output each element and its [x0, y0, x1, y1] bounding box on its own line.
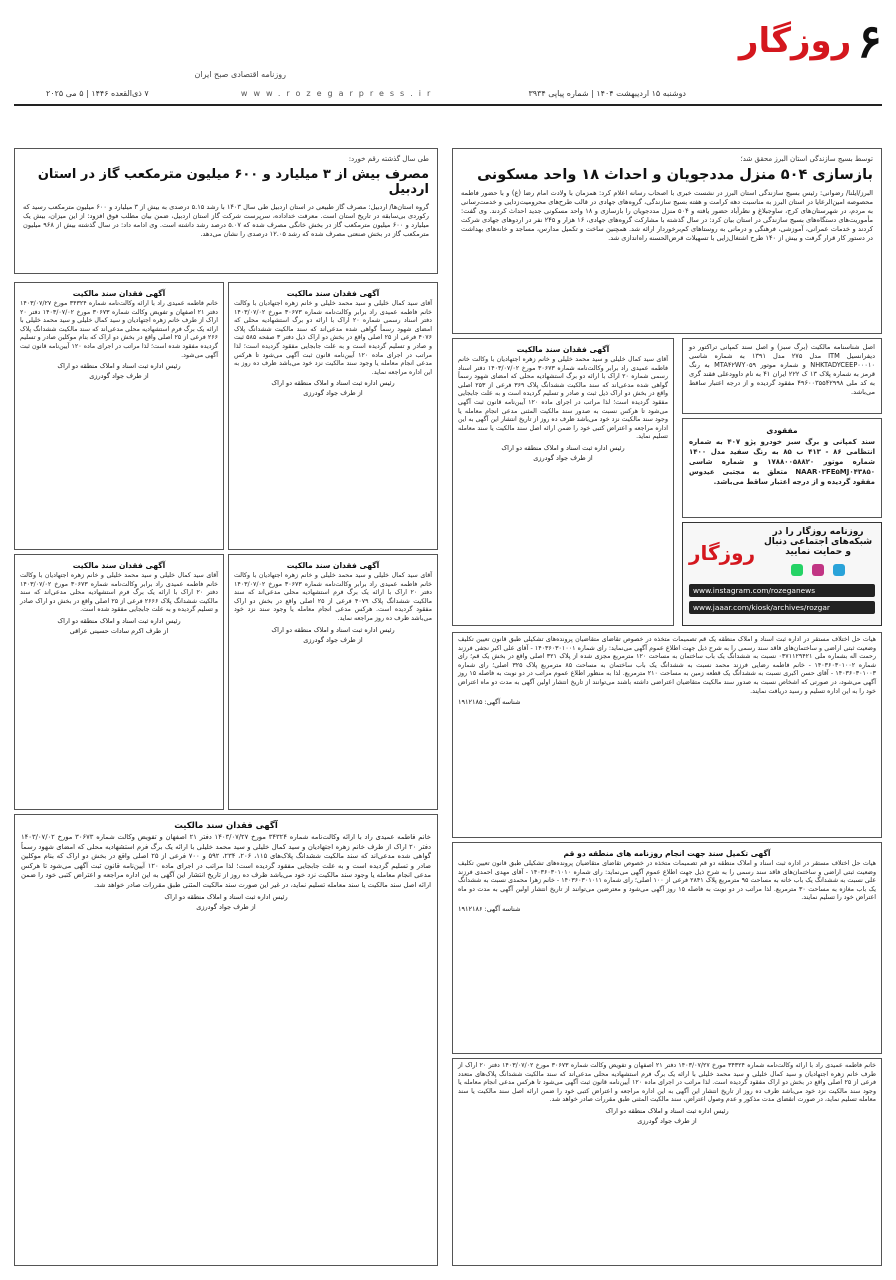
notice-title: آگهی فقدان سند مالکیت	[174, 821, 278, 831]
promo-title: روزنامه روزگار را در شبکه‌های اجتماعی دنبال و حمایت نمایید	[764, 527, 873, 557]
notice-signature-2: از طرف جواد گودرزی	[196, 902, 256, 911]
notice-signature: رئیس اداره ثبت اسناد و املاک منطقه دو اراک	[605, 1106, 729, 1115]
notice-signature: رئیس اداره ثبت اسناد و املاک منطقه دو اراک	[57, 616, 181, 625]
notice-body: آقای سید کمال خلیلی و سید محمد خلیلی و خانم زهره اجتهادیان با وکالت خانم فاطمه عمیدی راد برابر وکالت‌نامه شماره ۳۰۶۷۳ مورخ ۱۴۰۳/۰۷/۰۲ دفتر ۲۰ اراک با ارائه یک برگ فرم استشهادیه محلی مدعی‌اند که سند مالکیت ششدانگ پلاک ۴۰۷۹ فرعی از ۲۵ اصلی واقع در بخش دو اراک مفقود گردیده است. هرکس مدعی انجام معامله یا وجود سند نزد خود می‌باشد ظرف ده روز مراجعه نماید.	[234, 572, 432, 622]
kiosk-link[interactable]: www.jaaar.com/kiosk/archives/rozgar	[689, 601, 875, 614]
notice-body: آقای سید کمال خلیلی و سید محمد خلیلی و خانم زهره اجتهادیان با وکالت خانم فاطمه عمیدی راد برابر وکالت‌نامه شماره ۳۰۶۷۳ مورخ ۱۴۰۳/۰۷/۰۲ دفتر اسناد رسمی شماره ۲۰ اراک با ارائه دو برگ استشهادیه محلی که امضای شهود رسماً گواهی شده مدعی‌اند که سند مالکیت ششدانگ پلاک ۴۰۷۶ فرعی از ۲۵ اصلی واقع در بخش دو اراک ذیل دفتر ۳ صفحه ۵۸۵ ثبت و صادر و تسلیم گردیده است و به علت جابجایی مفقود گردیده است؛ لذا مراتب در اجرای ماده ۱۲۰ آیین‌نامه قانون ثبت آگهی می‌شود تا هرکس مدعی انجام معامله یا وجود سند مالکیت نزد خود می‌باشد ظرف ده روز به این اداره مراجعه نماید.	[234, 300, 432, 376]
notice-body: خانم فاطمه عمیدی راد با ارائه وکالت‌نامه شماره ۳۴۳۲۴ مورخ ۱۴۰۳/۰۷/۲۷ دفتر ۲۱ اصفهان و تفویض وکالت شماره ۳۰۶۷۳ مورخ ۱۴۰۳/۰۷/۰۲ دفتر ۲۰ اراک از طرف خانم زهره اجتهادیان و سید کمال خلیلی و سید محمد خلیلی با ارائه یک برگ فرم استشهادیه محلی مدعی‌اند که سند مالکیت ششدانگ پلاک ۲۶۶ فرعی از ۲۵ اصلی واقع در بخش دو اراک که بنام موکلین صادر و تسلیم گردیده مفقود شده است؛ لذا مراتب در اجرای ماده ۱۲۰ آیین‌نامه قانون ثبت آگهی می‌شود.	[20, 300, 218, 359]
notice-box-large	[14, 814, 438, 1266]
notice-signature: رئیس اداره ثبت اسناد و املاک منطقه دو اراک	[271, 625, 395, 634]
notice-signature: رئیس اداره ثبت اسناد و املاک منطقه دو اراک	[164, 892, 288, 901]
notice-signature: شناسه آگهی: ۱۹۱۲۱۸۵	[458, 698, 521, 707]
notice-signature: شناسه آگهی: ۱۹۱۲۱۸۶	[458, 904, 521, 913]
notice-signature-2: از طرف اکرم سادات حسینی عراقی	[69, 626, 169, 635]
notice-signature-2: از طرف جواد گودرزی	[303, 635, 363, 644]
notice-box	[228, 282, 438, 550]
notice-signature-2: از طرف جواد گودرزی	[637, 1116, 697, 1125]
notice-box	[228, 554, 438, 810]
notice-body: آقای سید کمال خلیلی و سید محمد خلیلی و خانم زهره اجتهادیان با وکالت خانم فاطمه عمیدی راد برابر وکالت‌نامه شماره ۳۰۶۷۳ مورخ ۱۴۰۳/۰۷/۰۲ دفتر ۲۰ اراک با ارائه یک برگ فرم استشهادیه محلی مدعی‌اند که سند مالکیت ششدانگ پلاک ۲۶۶۶ فرعی از ۲۵ اصلی واقع در بخش دو اراک صادر و تسلیم گردیده و به علت جابجایی مفقود شده است.	[20, 572, 218, 614]
notice-title: مفقودی	[766, 426, 798, 435]
notice-box	[14, 554, 224, 810]
notice-title: آگهی فقدان سند مالکیت	[72, 289, 166, 298]
notice-signature: رئیس اداره ثبت اسناد و املاک منطقه دو اراک	[501, 443, 625, 452]
notice-box-wide	[452, 1058, 882, 1266]
instagram-link[interactable]: www.instagram.com/rozeganews	[689, 584, 875, 597]
lead-left-kicker: طی سال گذشته رقم خورد:	[348, 155, 429, 163]
issue-date: دوشنبه ۱۵ اردیبهشت ۱۴۰۴ | شماره پیاپی ۳۹۳۴	[528, 88, 686, 98]
website-link[interactable]: www.rozegarpress.ir	[240, 88, 437, 98]
lead-left-body: گروه استان‌ها/ اردبیل: مصرف گاز طبیعی در استان اردبیل طی سال ۱۴۰۳ با رشد ۵.۱۵ درصدی به بیش از ۳ میلیارد و ۶۰۰ میلیون مترمکعب رسید که رکوردی بی‌سابقه در تاریخ استان است. معرفت خداداده، سرپرست شرکت گاز استان اردبیل، ضمن بیان مطلب فوق افزود: از این میزان، بیش یک میلیارد و ۶۰۰ میلیون مترمکعب گاز در بخش خانگی مصرف شده که ۵.۰۷ درصد رشد داشته است. وی ادامه داد: در سال گذشته بیش از ۹۶۸ میلیون مترمکعب گاز در بخش صنعتی مصرف شده که رشد ۱۲.۰۵ درصدی را نشان می‌دهد.	[23, 203, 429, 238]
notice-body: هیات حل اختلاف مستقر در اداره ثبت اسناد و املاک منطقه دو قم تصمیمات متخذه در خصوص تقاضای متقاضیان پرونده‌های تشکیلی طبق قانون تعیین تکلیف وضعیت ثبتی اراضی و ساختمان‌های فاقد سند رسمی را به شرح ذیل جهت اطلاع عموم آگهی می‌نماید: رای شماره ۱۴۰۳۶۰۳۰۱۰۱۰ - آقای مهدی احمدی فرزند علی نسبت به ششدانگ یک باب خانه به مساحت ۹۵ مترمربع پلاک ۲۸۴۱ فرعی از ۱۰۰ اصلی؛ رای شماره ۱۴۰۳۶۰۳۰۱۰۱۱ - خانم زهرا محمدی نسبت به ششدانگ یک باب مغازه به مساحت ۳۰ مترمربع. لذا مراتب در دو نوبت به فاصله ۱۵ روز آگهی می‌شود و معترضین می‌توانند از تاریخ انتشار اولین آگهی به مدت دو ماه اعتراض خود را تسلیم نمایند.	[458, 860, 876, 902]
notice-title: آگهی تکمیل سند جهت انجام روزنامه های منطقه دو قم	[563, 849, 771, 858]
promo-logo: روزگار	[689, 540, 756, 565]
notice-signature-2: از طرف جواد گودرزی	[533, 453, 593, 462]
tagline: روزنامه اقتصادی صبح ایران	[194, 70, 286, 79]
notice-box-wide	[452, 632, 882, 838]
notice-body: اصل شناسنامه مالکیت (برگ سبز) و اصل سند کمپانی تراکتور دو دیفرانسیل ITM مدل ۲۷۵ مدل ۱۳۹۱ به شماره شاسی NHKTADYCEEP۰۰۰۱۰ و شماره موتور MTA۴۲WY۰۵۹ به رنگ قرمز به شماره پلاک ۱۳ ک ۲۲۲ ایران ۴۱ به نام داوودعلی فقند گری به کد ملی ۴۹۶۰۰۳۵۵۴۲۹۹۸ مفقود گردیده و از درجه اعتبار ساقط می‌باشد.	[689, 343, 876, 396]
notice-signature-2: از طرف جواد گودرزی	[303, 389, 363, 398]
notice-body: سند کمپانی و برگ سبز خودرو پژو ۴۰۷ به شماره انتظامی ۸۶ - ۴۱۳ ب ۸۵ به رنگ سفید مدل ۱۴۰۰ شماره موتور ۱۷۸۸۰۰۵۸۸۲۰ و شماره شاسی NAAR۰۳FE۵MJ۰۴۳۸۵۰ متعلق به مجتبی عیدوس مفقود گردیده و از درجه اعتبار ساقط می‌باشد.	[689, 438, 876, 486]
notice-body: خانم فاطمه عمیدی راد با ارائه وکالت‌نامه شماره ۳۴۳۲۴ مورخ ۱۴۰۳/۰۷/۲۷ دفتر ۲۱ اصفهان و تفویض وکالت شماره ۳۰۶۷۳ مورخ ۱۴۰۳/۰۷/۰۲ دفتر ۲۰ اراک از طرف خانم زهره اجتهادیان و سید کمال خلیلی و سید محمد خلیلی با ارائه یک برگ فرم استشهادیه محلی که امضای شهود رسماً گواهی شده مدعی‌اند که سند مالکیت ششدانگ پلاک‌های ۱۱۵، ۲۰۶، ۲۳۴، ۵۹۲ و ۷۰۰ فرعی از ۲۵ اصلی واقع در بخش دو اراک که بنام موکلین صادر و تسلیم گردیده است و به علت جابجایی مفقود گردیده است؛ لذا مراتب در اجرای ماده ۱۲۰ آیین‌نامه قانون ثبت آگهی می‌شود تا هرکس مدعی انجام معامله یا وجود سند مالکیت نزد خود می‌باشد ظرف ده روز از تاریخ انتشار این آگهی به این اداره مراجعه و اعتراض کتبی خود را ضمن ارائه اصل سند مالکیت یا سند معامله تسلیم نماید، در غیر این صورت سند مالکیت المثنی طبق مقررات صادر خواهد شد.	[21, 833, 432, 889]
masthead-logo[interactable]	[712, 8, 882, 74]
issue-date-alt: ۷ ذی‌القعده ۱۴۴۶ | ۵ می ۲۰۲۵	[46, 88, 149, 98]
whatsapp-icon[interactable]	[791, 564, 803, 576]
header-rule	[14, 104, 882, 106]
notice-box	[14, 282, 224, 550]
notice-signature-2: از طرف جواد گودرزی	[89, 372, 149, 381]
lead-left-headline: مصرف بیش از ۳ میلیارد و ۶۰۰ میلیون مترمکعب گاز در استان اردبیل	[37, 167, 429, 197]
lead-right-kicker: توسط بسیج سازندگی استان البرز محقق شد؛	[740, 155, 873, 163]
page-number: ۶	[857, 14, 882, 68]
telegram-icon[interactable]	[833, 564, 845, 576]
notice-lost-document-2	[682, 418, 882, 518]
notice-lost-document-1	[682, 338, 882, 414]
notice-title: آگهی فقدان سند مالکیت	[72, 561, 166, 570]
notice-title: آگهی فقدان سند مالکیت	[286, 289, 380, 298]
notice-box	[452, 338, 674, 626]
notice-title: آگهی فقدان سند مالکیت	[286, 561, 380, 570]
newspaper-logo: روزگار	[738, 21, 852, 61]
social-promo	[682, 522, 882, 626]
notice-title: آگهی فقدان سند مالکیت	[516, 345, 610, 354]
social-icons	[761, 559, 875, 578]
lead-article-right	[452, 148, 882, 334]
instagram-icon[interactable]	[812, 564, 824, 576]
notice-body: هیات حل اختلاف مستقر در اداره ثبت اسناد و املاک منطقه یک قم تصمیمات متخذه در خصوص تقاضای متقاضیان پرونده‌های تشکیلی طبق قانون تعیین تکلیف وضعیت ثبتی اراضی و ساختمان‌های فاقد سند رسمی را به شرح ذیل جهت اطلاع عموم آگهی می‌نماید: رای شماره ۱۴۰۳۶۰۳۰۱۰۰۱ - آقای علی اکبر نجفی فرزند رحمت اله بشماره ملی ۰۳۷۱۱۲۹۴۲۱ نسبت به ششدانگ یک باب ساختمان به مساحت ۱۲۰ مترمربع مجزی شده از پلاک ۳۲۱ اصلی واقع در بخش یک قم؛ رای شماره ۱۴۰۳۶۰۳۰۱۰۰۲ - خانم فاطمه رضایی فرزند محمد نسبت به ششدانگ یک باب ساختمان به مساحت ۸۵ مترمربع پلاک ۳۲۵ اصلی؛ رای شماره ۱۴۰۳۶۰۳۰۱۰۰۳ - آقای حسن اکبری نسبت به ششدانگ یک قطعه زمین به مساحت ۲۱۰ مترمربع. لذا به منظور اطلاع عموم مراتب در دو نوبت به فاصله ۱۵ روز آگهی می‌شود، در صورتی که اشخاص نسبت به صدور سند مالکیت متقاضیان اعتراضی داشته باشند می‌توانند از تاریخ انتشار اولین آگهی به مدت دو ماه اعتراض خود را به این اداره تسلیم و رسید دریافت نمایند.	[458, 636, 876, 695]
notice-body: خانم فاطمه عمیدی راد با ارائه وکالت‌نامه شماره ۳۴۳۲۴ مورخ ۱۴۰۳/۰۷/۲۷ دفتر ۲۱ اصفهان و تفویض وکالت شماره ۳۰۶۷۳ مورخ ۱۴۰۳/۰۷/۰۲ دفتر ۲۰ اراک از طرف خانم زهره اجتهادیان و سید کمال خلیلی و سید محمد خلیلی با ارائه یک برگ فرم استشهادیه محلی مدعی‌اند که سند مالکیت ششدانگ پلاک‌های متعدد فرعی از ۲۵ اصلی واقع در بخش دو اراک مفقود گردیده است. لذا مراتب در اجرای ماده ۱۲۰ آیین‌نامه قانون ثبت آگهی می‌شود تا هرکس مدعی انجام معامله یا وجود سند مالکیت نزد خود می‌باشد ظرف ده روز از تاریخ انتشار این آگهی به این اداره مراجعه و اعتراض کتبی خود را ضمن ارائه اصل سند مالکیت یا سند معامله تسلیم نماید، در صورت انقضای مدت مذکور و عدم وصول اعتراض، سند مالکیت المثنی طبق مقررات صادر خواهد شد.	[458, 1062, 876, 1104]
notice-signature: رئیس اداره ثبت اسناد و املاک منطقه دو اراک	[57, 362, 181, 371]
notice-body: آقای سید کمال خلیلی و سید محمد خلیلی و خانم زهره اجتهادیان با وکالت خانم فاطمه عمیدی راد برابر وکالت‌نامه شماره ۳۰۶۷۳ مورخ ۱۴۰۳/۰۷/۰۲ دفتر اسناد رسمی شماره ۲۰ اراک با ارائه دو برگ استشهادیه محلی که امضای شهود رسماً گواهی شده مدعی‌اند که سند مالکیت ششدانگ پلاک ۳۶۹ فرعی از ۲۵۳ اصلی واقع در بخش دو اراک ذیل ثبت و صادر و تسلیم گردیده است و به علت جابجایی مفقود گردیده است؛ لذا مراتب در اجرای ماده ۱۲۰ آیین‌نامه قانون ثبت آگهی می‌شود تا هرکس نسبت به صدور سند مالکیت المثنی مدعی انجام معامله یا وجود سند مالکیت نزد خود می‌باشد ظرف ده روز از تاریخ انتشار این آگهی به این اداره مراجعه و اعتراض کتبی خود را ضمن ارائه اصل سند مالکیت یا سند معامله تسلیم نماید.	[458, 356, 668, 441]
lead-right-body: البرز/ایلنا/ رضوانی: رئیس بسیج سازندگی استان البرز در نشست خبری با اصحاب رسانه اعلام کرد: همزمان با ولادت امام رضا (ع) و با حضور فاطمه محصوصه امین‌الرعایا در استان البرز به مناسبت دهه کرامت و هفته بسیج سازندگی، گروه‌های جهادی در قالب طرح‌های محرومیت‌زدایی و خدمت‌رسانی به مردم، در شهرستان‌های کرج، ساوجبلاغ و نظرآباد حضور یافته و ۵۰۴ منزل مددجویان را بازسازی و ۱۸ واحد مسکونی جدید احداث کردند. وی گفت: مأموریت‌های دستگاه‌های بسیج سازندگی در استان بیان کرد: در سال گذشته با مشارکت گروه‌های جهادی، ۱۶ هزار و ۲۴۵ نفر در اردوهای جهادی شرکت کردند و خدمات عمرانی، آموزشی، فرهنگی و درمانی به روستاهای کم‌برخوردار ارائه شد. همچنین ساخت و تکمیل مدارس، مساجد و خانه‌های بهداشت در دستور کار قرار گرفت و بیش از ۱۴۰ طرح اشتغال‌زایی با تسهیلات قرض‌الحسنه راه‌اندازی شد.	[461, 189, 873, 242]
lead-article-left	[14, 148, 438, 274]
issue-line	[46, 86, 686, 100]
notice-box-wide	[452, 842, 882, 1054]
lead-right-headline: بازسازی ۵۰۴ منزل مددجویان و احداث ۱۸ واحد مسکونی	[477, 167, 873, 183]
notice-signature: رئیس اداره ثبت اسناد و املاک منطقه دو اراک	[271, 379, 395, 388]
